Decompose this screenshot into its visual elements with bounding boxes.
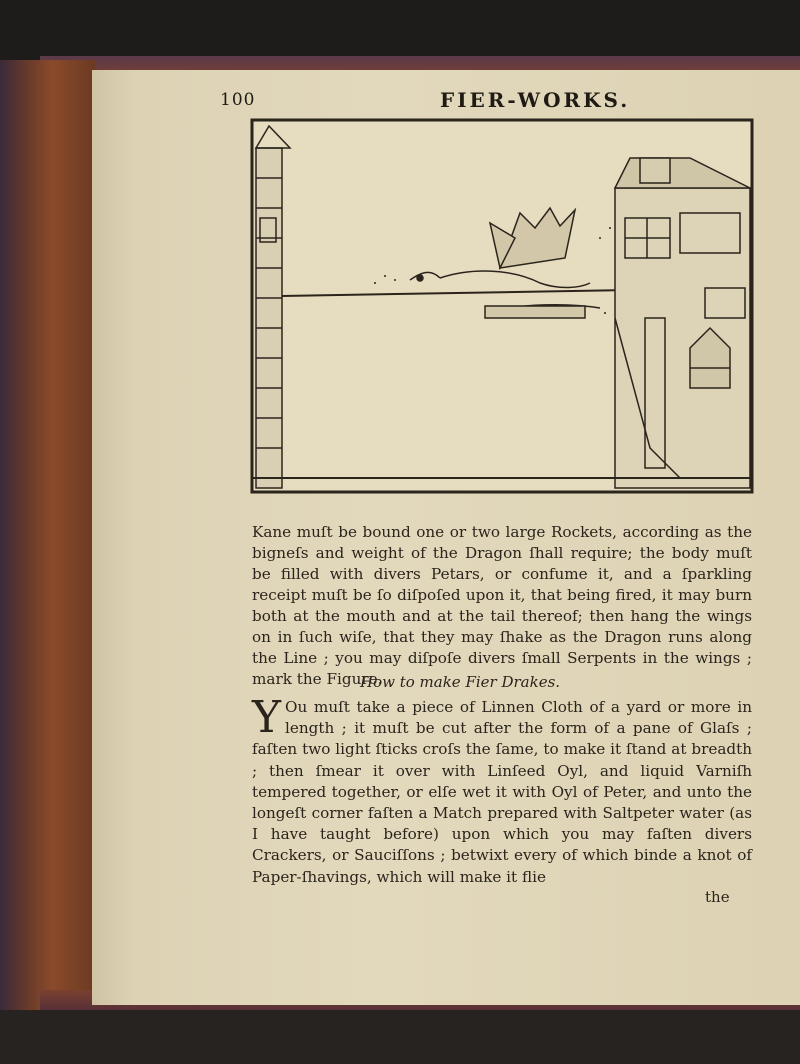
running-title: FIER-WORKS. bbox=[440, 88, 631, 112]
right-building bbox=[615, 158, 750, 488]
dragon-woodcut-figure bbox=[250, 118, 755, 496]
catchword: the bbox=[705, 888, 730, 906]
background-bottom bbox=[0, 1010, 800, 1064]
paragraph-fier-drakes bbox=[252, 692, 752, 888]
page-number: 100 bbox=[220, 90, 256, 110]
paragraph-dragon bbox=[252, 522, 752, 690]
section-heading: How to make Fier Drakes. bbox=[360, 673, 561, 691]
page-header bbox=[140, 90, 740, 116]
marbled-cover-left bbox=[0, 60, 95, 1020]
paragraph-2-text: Ou muſt take a piece of Linnen Cloth of a yard or more in length ; it muſt be cut after the form of a pane of Glaſs ; faſten two light ſticks croſs the ſame, to make it ſtand at breadth ; then ſmear it over with Linſeed Oyl, and liquid Varniſh tempered together, or elſe wet it with Oyl of Peter, and unto the longeſt corner faſten a Match prepared with Saltpeter water (as I have taught before) upon which you may faſten divers Crackers, or Sauciſſons ; betwixt every of which binde a knot of Paper-ſhavings, which will make it flie bbox=[252, 698, 752, 886]
paragraph-1-text: Kane muſt be bound one or two large Rockets, according as the bigneſs and weight of the Dragon ſhall require; the body muſt be filled with divers Petars, or confume it, and a ſparkling receipt muſt be ſo diſpoſed upon it, that being fired, it may burn both at the mouth and at the tail thereof; then hang the wings on in ſuch wiſe, that they may ſhake as the Dragon runs along the Line ; you may diſpoſe divers ſmall Serpents in the wings ; mark the Figure. bbox=[252, 523, 752, 688]
drop-cap: Y bbox=[252, 692, 282, 743]
